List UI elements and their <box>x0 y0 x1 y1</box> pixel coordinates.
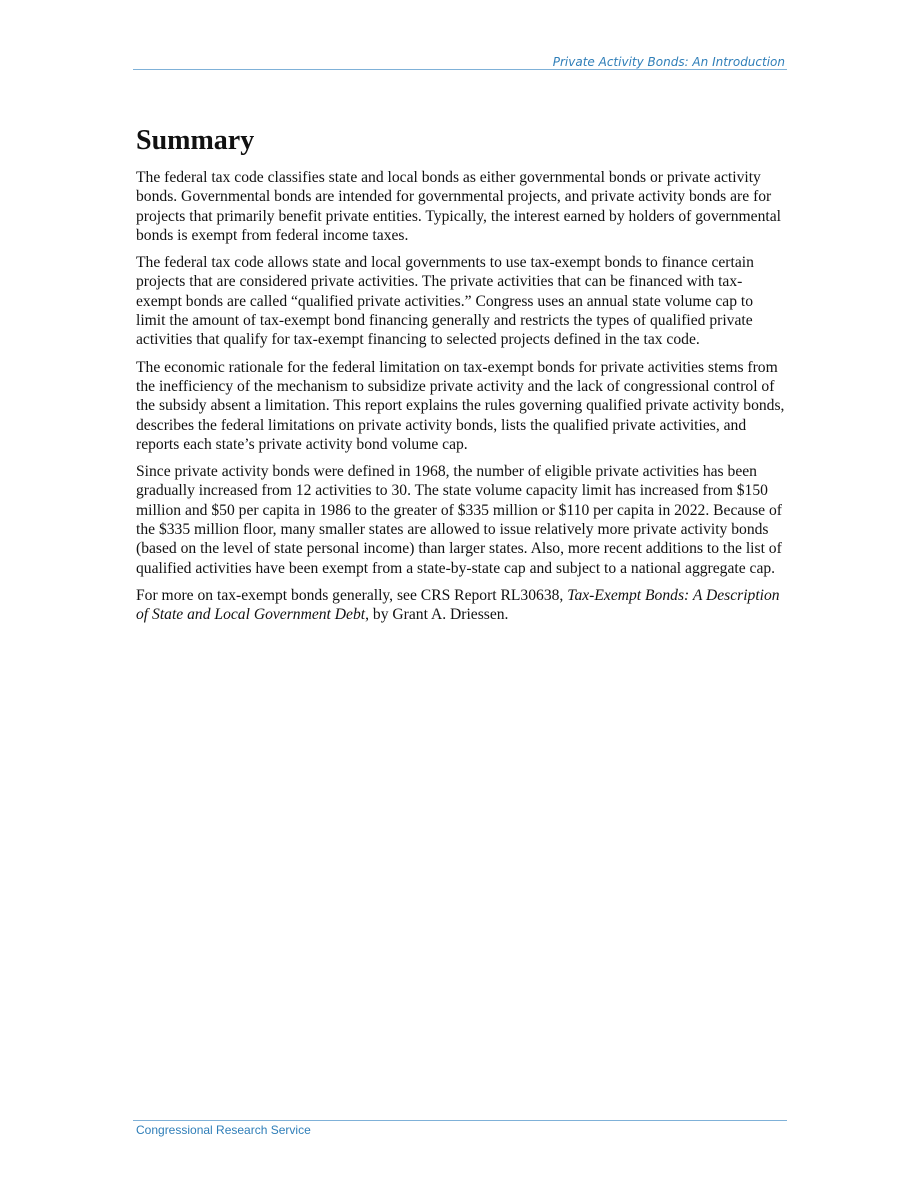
summary-paragraph-4: Since private activity bonds were defined in 1968, the number of eligible private activities has been gradually increased from 12 activities to 30. The state volume capacity limit has increased from $150 million and $50 per capita in 1986 to the greater of $335 million or $110 per capita in 2022. Because of the $335 million floor, many smaller states are allowed to issue relatively more private activity bonds (based on the level of state personal income) than larger states. Also, more recent additions to the list of qualified activities have been exempt from a state-by-state cap and subject to a national aggregate cap. <box>136 463 782 577</box>
section-heading: Summary <box>136 125 255 156</box>
summary-paragraph-1: The federal tax code classifies state and local bonds as either governmental bonds or private activity bonds. Governmental bonds are intended for governmental projects, and private activity bonds are for projects that primarily benefit private entities. Typically, the interest earned by holders of governmental bonds is exempt from federal income taxes. <box>136 169 781 244</box>
report-title-link: Tax-Exempt Bonds: A Description of State and Local Government Debt <box>136 586 780 624</box>
summary-paragraph-5 <box>136 586 786 625</box>
footer-publisher: Congressional Research Service <box>136 1123 311 1137</box>
summary-paragraph-3: The economic rationale for the federal limitation on tax-exempt bonds for private activities stems from the inefficiency of the mechanism to subsidize private activity and the lack of congressional control of the subsidy absent a limitation. This report explains the rules governing qualified private activity bonds, describes the federal limitations on private activity bonds, lists the qualified private activities, and reports each state’s private activity bond volume cap. <box>136 358 785 453</box>
running-header-title: Private Activity Bonds: An Introduction <box>552 55 785 69</box>
summary-section <box>136 124 786 633</box>
header-divider <box>133 69 787 70</box>
reference-prefix: For more on tax-exempt bonds generally, see CRS Report RL30638, <box>136 586 568 604</box>
reference-suffix: , by Grant A. Driessen. <box>365 606 509 624</box>
summary-paragraph-2: The federal tax code allows state and local governments to use tax-exempt bonds to finance certain projects that are considered private activities. The private activities that can be financed with tax-exempt bonds are called “qualified private activities.” Congress uses an annual state volume cap to limit the amount of tax-exempt bond financing generally and restricts the types of qualified private activities that qualify for tax-exempt financing to selected projects defined in the tax code. <box>136 254 754 349</box>
footer-divider <box>133 1120 787 1121</box>
